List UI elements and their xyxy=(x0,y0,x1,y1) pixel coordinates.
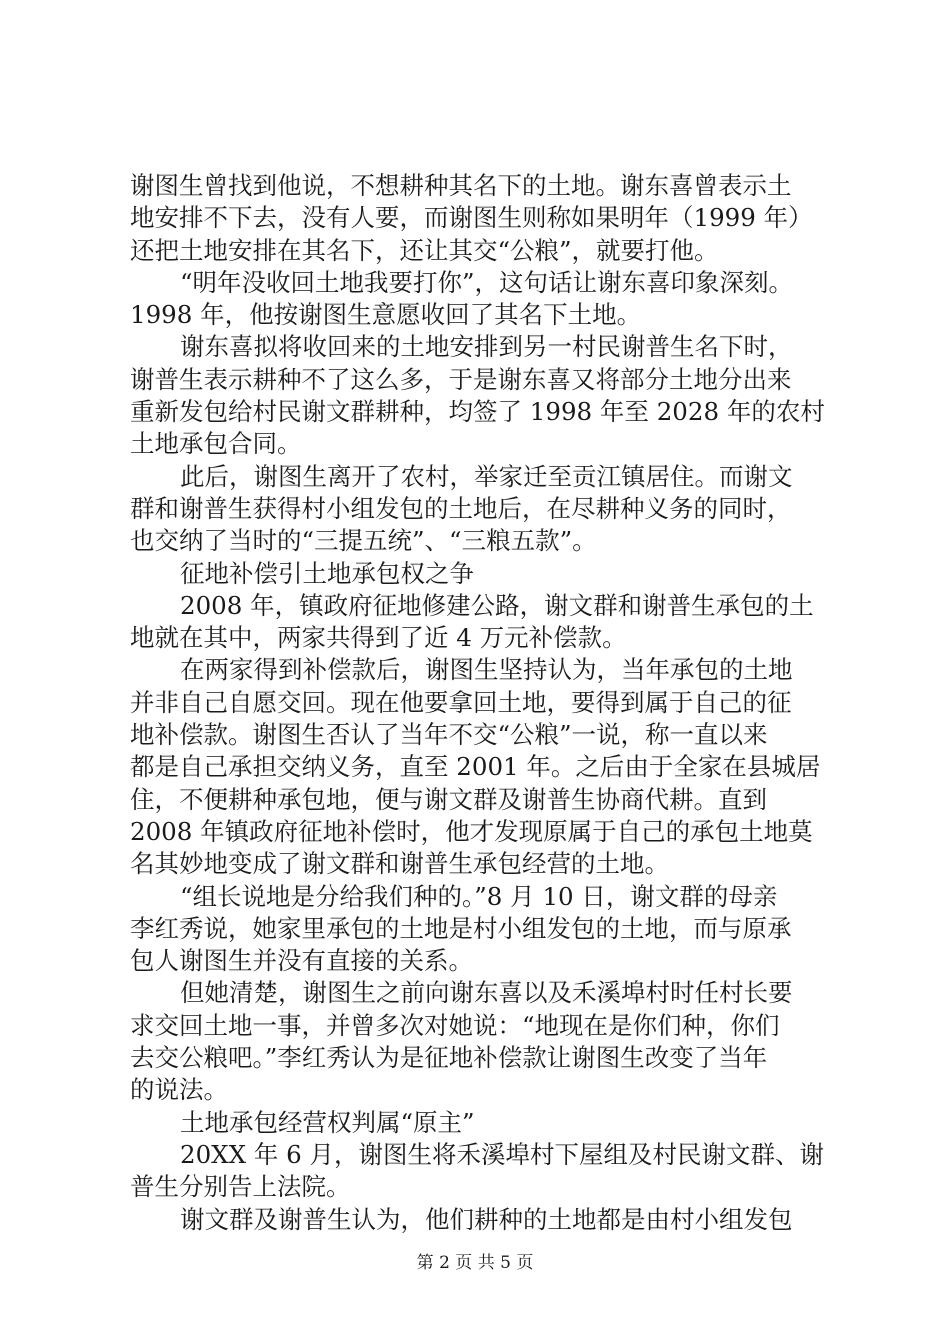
text-line: 土地承包合同。 xyxy=(130,429,302,459)
text-line: 此后，谢图生离开了农村，举家迁至贡江镇居住。而谢文 xyxy=(180,461,793,491)
text-line: 普生分别告上法院。 xyxy=(130,1172,351,1202)
text-line: 地就在其中，两家共得到了近 4 万元补偿款。 xyxy=(130,623,627,653)
text-line: 去交公粮吧。”李红秀认为是征地补偿款让谢图生改变了当年 xyxy=(130,1043,768,1073)
text-line: “明年没收回土地我要打你”，这句话让谢东喜印象深刻。 xyxy=(180,267,794,297)
page-number-footer: 第 2 页 共 5 页 xyxy=(416,1253,534,1273)
text-line: 地补偿款。谢图生否认了当年不交“公粮”一说，称一直以来 xyxy=(130,720,768,750)
text-line: 谢普生表示耕种不了这么多，于是谢东喜又将部分土地分出来 xyxy=(130,364,792,394)
text-line: 20XX 年 6 月，谢图生将禾溪埠村下屋组及村民谢文群、谢 xyxy=(180,1139,825,1169)
text-line: 求交回土地一事，并曾多次对她说：“地现在是你们种，你们 xyxy=(130,1010,780,1040)
text-line: 也交纳了当时的“三提五统”、“三粮五款”。 xyxy=(130,526,597,556)
text-line: 群和谢普生获得村小组发包的土地后，在尽耕种义务的同时， xyxy=(130,493,792,523)
section-heading: 征地补偿引土地承包权之争 xyxy=(180,558,474,588)
text-line: 名其妙地变成了谢文群和谢普生承包经营的土地。 xyxy=(130,849,669,879)
text-line: 谢东喜拟将收回来的土地安排到另一村民谢普生名下时， xyxy=(180,332,793,362)
text-line: 但她清楚，谢图生之前向谢东喜以及禾溪埠村时任村长要 xyxy=(180,978,793,1008)
text-line: 地安排不下去，没有人要，而谢图生则称如果明年（1999 年） xyxy=(130,203,813,233)
text-line: 李红秀说，她家里承包的土地是村小组发包的土地，而与原承 xyxy=(130,913,792,943)
text-line: 2008 年镇政府征地补偿时，他才发现原属于自己的承包土地莫 xyxy=(130,816,813,846)
text-line: 重新发包给村民谢文群耕种，均签了 1998 年至 2028 年的农村 xyxy=(130,397,825,427)
text-line: 还把土地安排在其名下，还让其交“公粮”，就要打他。 xyxy=(130,235,719,265)
text-line: 在两家得到补偿款后，谢图生坚持认为，当年承包的土地 xyxy=(180,655,793,685)
text-line: 2008 年，镇政府征地修建公路，谢文群和谢普生承包的土 xyxy=(180,590,814,620)
text-line: “组长说地是分给我们种的。”8 月 10 日，谢文群的母亲 xyxy=(180,881,778,911)
text-line: 住，不便耕种承包地，便与谢文群及谢普生协商代耕。直到 xyxy=(130,784,767,814)
text-line: 包人谢图生并没有直接的关系。 xyxy=(130,946,473,976)
section-heading: 土地承包经营权判属“原主” xyxy=(180,1107,475,1137)
text-line: 1998 年，他按谢图生意愿收回了其名下土地。 xyxy=(130,300,642,330)
text-line: 都是自己承担交纳义务，直至 2001 年。之后由于全家在县城居 xyxy=(130,752,821,782)
text-line: 谢文群及谢普生认为，他们耕种的土地都是由村小组发包 xyxy=(180,1204,793,1234)
text-line: 谢图生曾找到他说，不想耕种其名下的土地。谢东喜曾表示土 xyxy=(130,171,792,200)
text-line: 并非自己自愿交回。现在他要拿回土地，要得到属于自己的征 xyxy=(130,687,792,717)
document-body xyxy=(130,170,835,1236)
text-line: 的说法。 xyxy=(130,1075,228,1105)
